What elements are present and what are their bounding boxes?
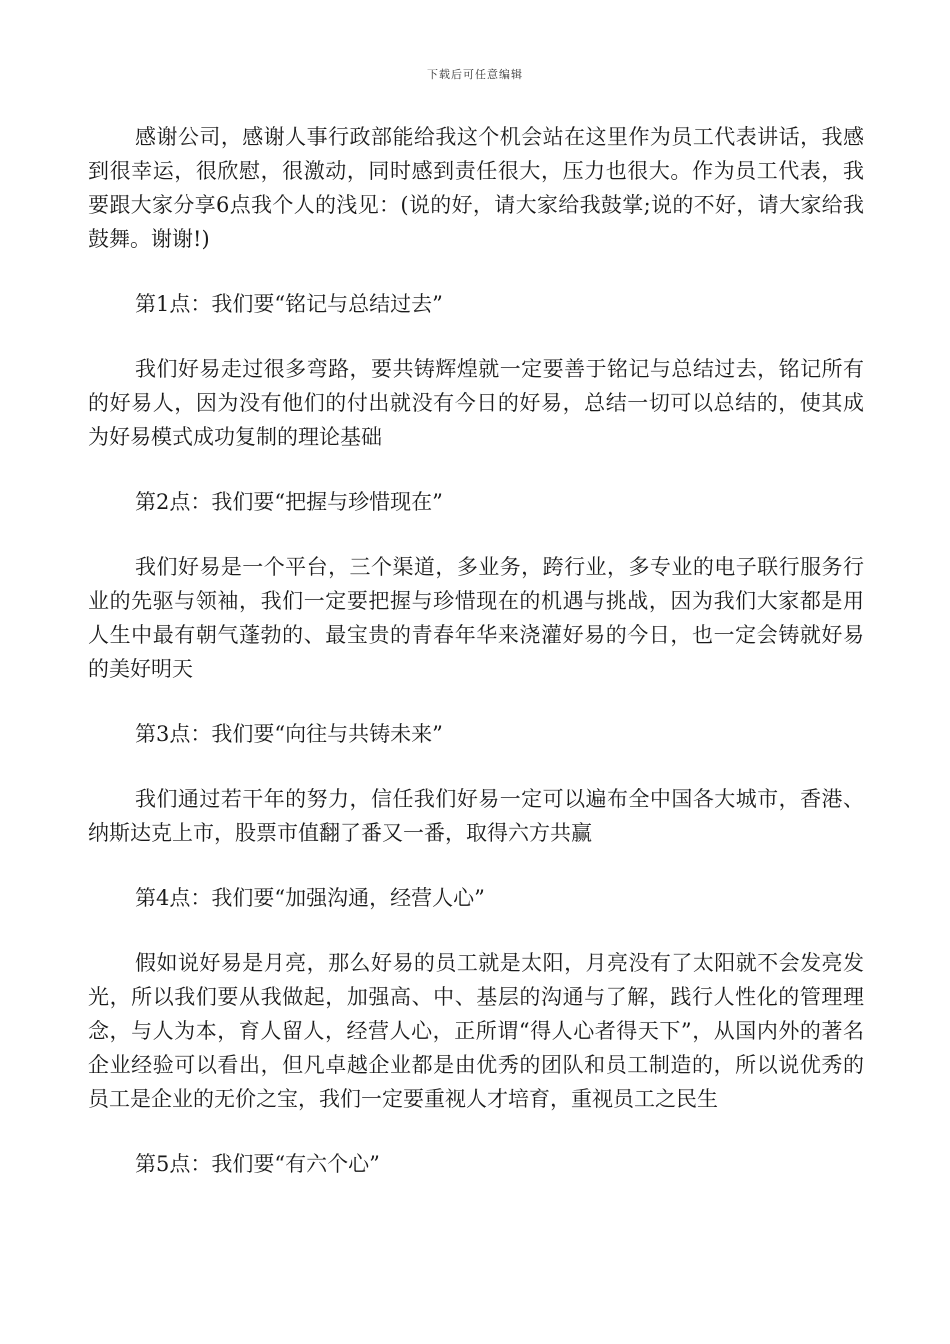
- document-body: [88, 120, 864, 1212]
- header-note: 下载后可任意编辑: [427, 68, 523, 81]
- point-2-paragraph: 我们好易是一个平台，三个渠道，多业务，跨行业，多专业的电子联行服务行业的先驱与领袖，我们一定要把握与珍惜现在的机遇与挑战，因为我们大家都是用人生中最有朝气蓬勃的、最宝贵的青春年华来浇灌好易的今日，也一定会铸就好易的美好明天: [88, 555, 864, 681]
- point-1-heading: 第1点：我们要“铭记与总结过去”: [135, 292, 443, 316]
- point-4-heading: 第4点：我们要“加强沟通，经营人心”: [135, 886, 485, 910]
- point-4-paragraph: 假如说好易是月亮，那么好易的员工就是太阳，月亮没有了太阳就不会发亮发光，所以我们要从我做起，加强高、中、基层的沟通与了解，践行人性化的管理理念，与人为本，育人留人，经营人心，正所谓“得人心者得天下”，从国内外的著名企业经验可以看出，但凡卓越企业都是由优秀的团队和员工制造的，所以说优秀的员工是企业的无价之宝，我们一定要重视人才培育，重视员工之民生: [88, 951, 864, 1111]
- point-2-heading: 第2点：我们要“把握与珍惜现在”: [135, 490, 443, 514]
- intro-paragraph: 感谢公司，感谢人事行政部能给我这个机会站在这里作为员工代表讲话，我感到很幸运，很欣慰，很激动，同时感到责任很大，压力也很大。作为员工代表，我要跟大家分享6点我个人的浅见：(说的好，请大家给我鼓掌;说的不好，请大家给我鼓舞。谢谢!): [88, 125, 864, 251]
- point-3-paragraph: 我们通过若干年的努力，信任我们好易一定可以遍布全中国各大城市，香港、纳斯达克上市，股票市值翻了番又一番，取得六方共赢: [88, 787, 864, 845]
- point-1-paragraph: 我们好易走过很多弯路，要共铸辉煌就一定要善于铭记与总结过去，铭记所有的好易人，因为没有他们的付出就没有今日的好易，总结一切可以总结的，使其成为好易模式成功复制的理论基础: [88, 357, 864, 449]
- point-5-heading: 第5点：我们要“有六个心”: [135, 1152, 380, 1176]
- point-3-heading: 第3点：我们要“向往与共铸未来”: [135, 722, 443, 746]
